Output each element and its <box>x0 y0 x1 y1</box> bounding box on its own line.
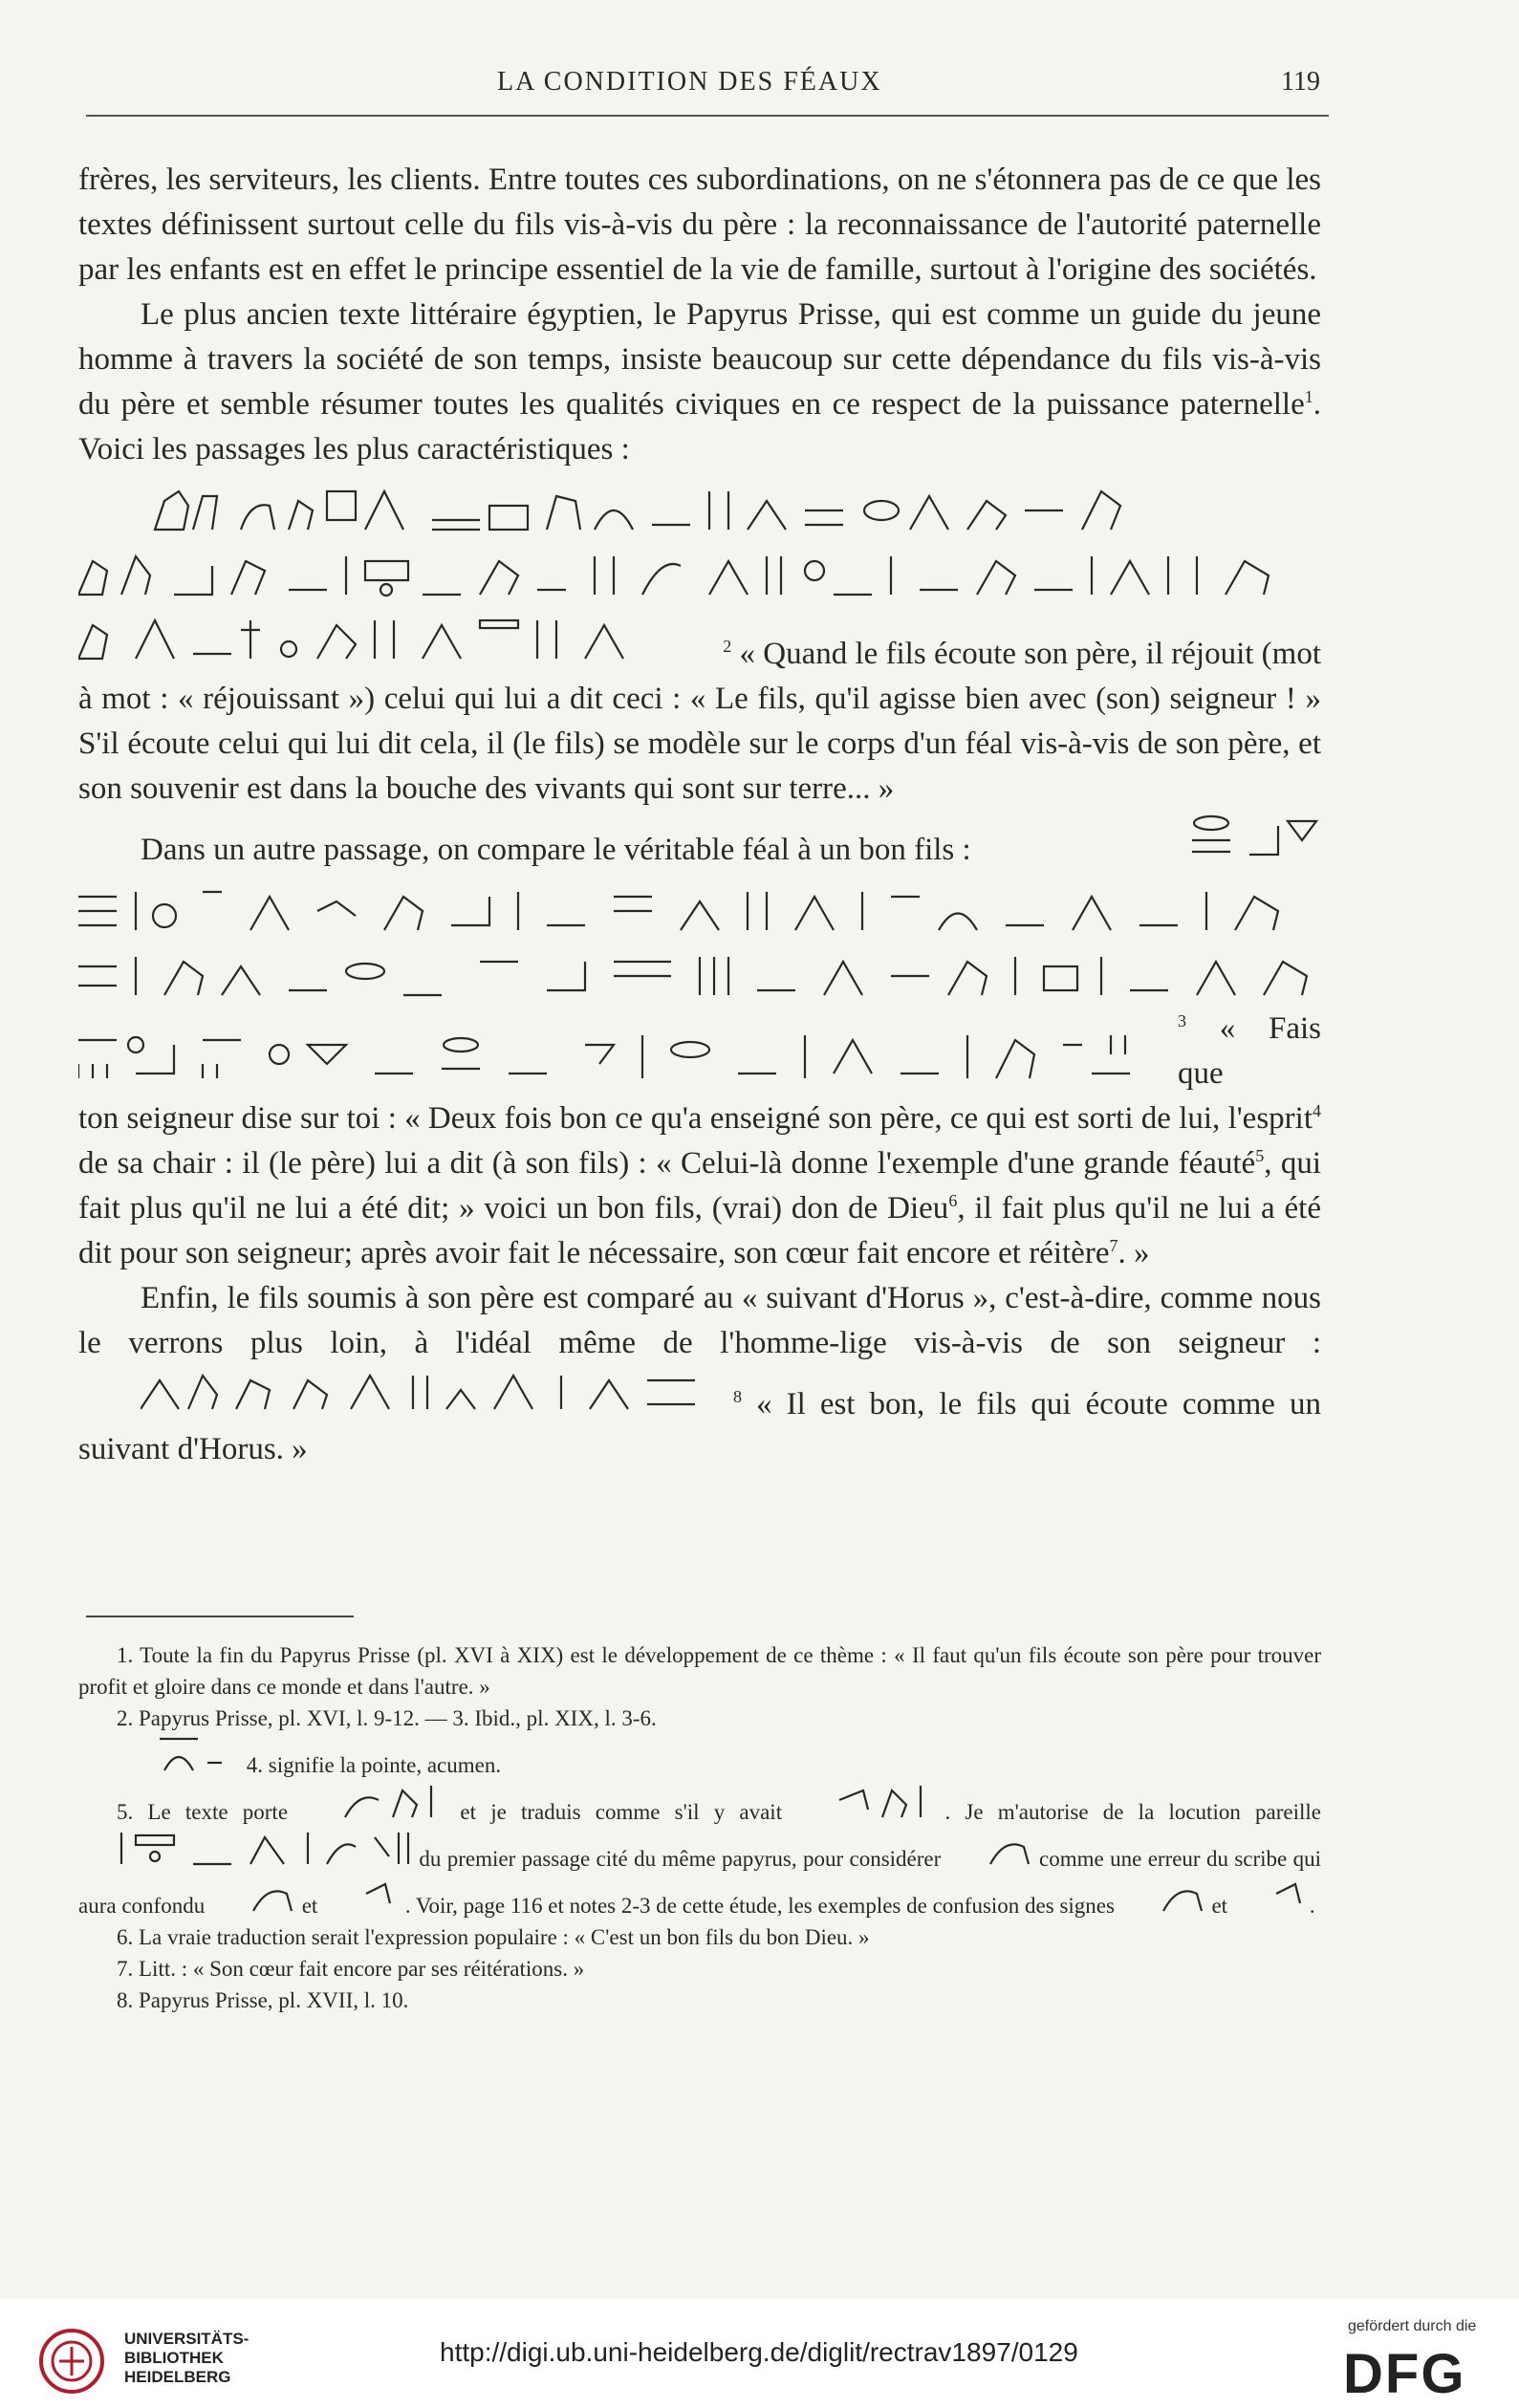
hieroglyph-group <box>302 1781 445 1828</box>
footnote-rule <box>86 1616 354 1617</box>
footnote-7: 7. Litt. : « Son cœur fait encore par ses réitérations. » <box>117 1957 585 1981</box>
quote-1-body: à mot : « réjouissant ») celui qui lui a dit ceci : « Le fils, qu'il agisse bien avec (son) seigneur ! » S'il écoute celui qui lui dit cela, il (le fils) se modèle sur le corps d'un féal vis-à-vis de son père, et son souvenir est dans la bouche des vivants qui sont sur terre... » <box>78 682 1321 806</box>
quote-2-body: ton seigneur dise sur toi : « Deux fois bon ce qu'a enseigné son père, ce qui est sorti de lui, l'esprit$^4$ de sa chair : il (le père) lui a dit (à son fils) : « Celui-là donne l'exemple d'une grande féauté$^5$, qui fait plus qu'il ne lui a été dit; » voici un bon fils, (vrai) don de Dieu$^6$, il fait plus qu'il ne lui a été dit pour son seigneur; après avoir fait le nécessaire, son cœur fait encore et réitère$^7$. » <box>78 1101 1322 1270</box>
footnote-ref-3[interactable]: 3 <box>1178 1011 1186 1030</box>
hieroglyph-group <box>78 1828 413 1875</box>
hieroglyph-group <box>78 1366 733 1427</box>
permalink[interactable]: http://digi.ub.uni-heidelberg.de/diglit/rectrav1897/0129 <box>440 2337 1078 2367</box>
paragraph-3: Dans un autre passage, on compare le véritable féal à un bon fils : <box>78 812 1321 873</box>
hieroglyph-line <box>78 478 1321 537</box>
body-text <box>78 158 1321 1472</box>
university-seal-icon <box>38 2328 105 2395</box>
dfg-logo: DFG <box>1343 2343 1466 2405</box>
page-number: 119 <box>1281 67 1320 97</box>
digitization-banner <box>0 2299 1519 2408</box>
quote-2-opening: $^3$ « Fais que <box>1178 1011 1322 1091</box>
footnote-6: 6. La vraie traduction serait l'expression populaire : « C'est un bon fils du bon Dieu. » <box>117 1925 870 1949</box>
header-rule <box>86 115 1329 117</box>
hieroglyph-group <box>323 1875 400 1921</box>
footnote-8: 8. Papyrus Prisse, pl. XVII, l. 10. <box>117 1988 409 2012</box>
footnote-ref-8[interactable]: 8 <box>733 1387 742 1406</box>
footnote-ref-4[interactable]: 4 <box>1313 1101 1321 1120</box>
footnote-1: 1. Toute la fin du Papyrus Prisse (pl. XVI à XIX) est le développement de ce thème : « Il faut qu'un fils écoute son père pour trouver profit et gloire dans ce monde et dans l'autre. » <box>78 1643 1321 1699</box>
footnote-ref-2[interactable]: 2 <box>723 637 732 656</box>
footnote-ref-6[interactable]: 6 <box>948 1191 958 1210</box>
page-title: LA CONDITION DES FÉAUX <box>497 67 882 97</box>
hieroglyph-group <box>947 1828 1033 1875</box>
hieroglyph-line <box>78 944 1321 1003</box>
footnote-5: 5. Le texte porte et je traduis comme s'il y avait . Je m'autorise de la locution pareille du premier passage cité du même papyrus, pour considérer comme une erreur du scribe qui aura confondu et . Voir, page 116 et notes 2-3 de cette étude, les exemples de confusion des signes et . <box>78 1781 1321 1921</box>
quote-opening: $^2$ « Quand le fils écoute son père, il réjouit (mot <box>723 637 1321 671</box>
library-name: UNIVERSITÄTS- BIBLIOTHEK HEIDELBERG <box>124 2330 250 2386</box>
hieroglyph-group <box>796 1781 930 1828</box>
hieroglyph-group <box>210 1875 296 1921</box>
funding-note: gefördert durch die <box>1348 2318 1477 2334</box>
hieroglyph-group <box>1120 1875 1206 1921</box>
paragraph-2: Le plus ancien texte littéraire égyptien, le Papyrus Prisse, qui est comme un guide du jeune homme à travers la société de son temps, insiste beaucoup sur cette dépendance du fils vis-à-vis du père et semble résumer toutes les qualités civiques en ce respect de la puissance paternelle$^1$. Voici les passages les plus caractéristiques : <box>78 297 1321 466</box>
hieroglyph-group <box>1233 1875 1310 1921</box>
footnote-ref-1[interactable]: 1 <box>1304 387 1313 406</box>
hieroglyph-group <box>78 606 671 677</box>
mixed-hieroglyph-line <box>78 606 1321 677</box>
paragraph-1: frères, les serviteurs, les clients. Entre toutes ces subordinations, on ne s'étonnera pas de ce que les textes définissent surtout celle du fils vis-à-vis du père : la reconnaissance de l'autorité paternelle par les enfants est en effet le principe essentiel de la vie de famille, surtout à l'origine des sociétés. <box>78 163 1321 287</box>
mixed-hieroglyph-line <box>78 1007 1321 1096</box>
hieroglyph-group <box>1125 812 1321 873</box>
hieroglyph-group <box>78 1026 1178 1096</box>
footnote-ref-7[interactable]: 7 <box>1109 1236 1118 1255</box>
hieroglyph-line <box>78 879 1321 938</box>
footnote-ref-5[interactable]: 5 <box>1255 1146 1265 1165</box>
footnote-4: 4. signifie la pointe, acumen. <box>78 1734 1321 1781</box>
hieroglyph-group <box>117 1734 241 1781</box>
footnote-2-3: 2. Papyrus Prisse, pl. XVI, l. 9-12. — 3. Ibid., pl. XIX, l. 3-6. <box>117 1706 657 1730</box>
paragraph-4: Enfin, le fils soumis à son père est comparé au « suivant d'Horus », c'est-à-dire, comme nous le verrons plus loin, à l'idéal même de l'homme-lige vis-à-vis de son seigneur : $^8$ « Il est bon, le fils qui écoute comme un suivant d'Horus. » <box>78 1281 1321 1466</box>
hieroglyph-line <box>78 543 1321 602</box>
footnotes <box>78 1639 1321 2016</box>
